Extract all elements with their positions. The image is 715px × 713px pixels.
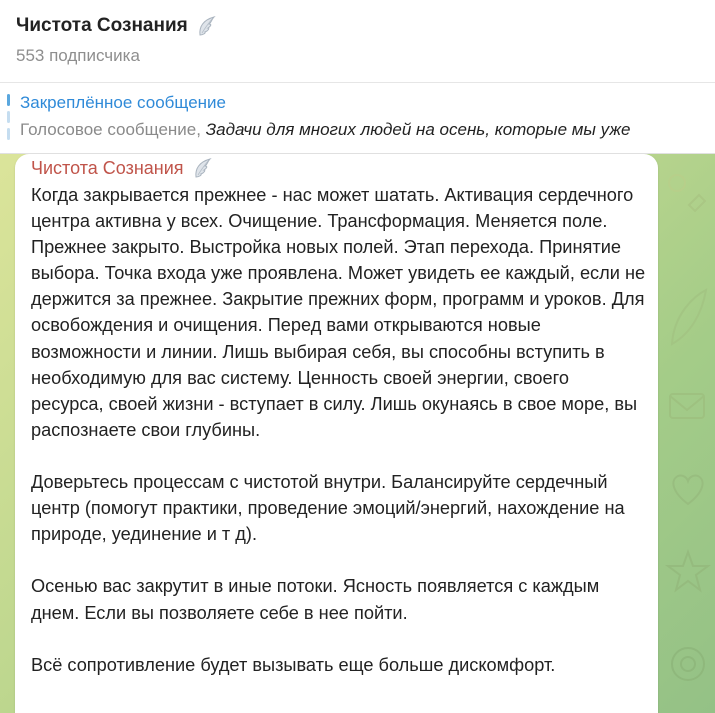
wallpaper-spiral-icon [664,634,712,704]
angel-wing-icon [193,157,213,179]
wallpaper-star-icon [664,544,712,614]
subscriber-count: 553 подписчика [16,46,140,65]
pinned-preview-line [20,120,630,140]
pinned-preview: Задачи для многих людей на осень, которые мы уже [205,120,631,139]
wallpaper-envelope-icon [664,384,712,444]
angel-wing-icon [197,15,217,37]
pinned-indicator [7,94,10,140]
message-sender-row [31,157,213,179]
channel-header[interactable] [0,0,715,83]
pinned-separator: , [196,120,206,139]
pinned-message-bar[interactable] [0,83,715,154]
pinned-title: Закреплённое сообщение [20,93,226,112]
wallpaper-heart-icon [664,454,712,524]
wallpaper-leaf-icon [664,284,712,354]
channel-title[interactable]: Чистота Сознания [16,15,188,36]
sender-name[interactable]: Чистота Сознания [31,157,184,178]
pinned-type: Голосовое сообщение [20,120,197,139]
message-bubble[interactable] [15,154,658,713]
message-text: Когда закрывается прежнее - нас может шатать. Активация сердечного центра активна у всех. Очищение. Трансформация. Меняется поле. Прежнее закрыто. Выстройка новых полей. Этап перехода. Принятие выбора. Точка входа уже проявлена. Может увидеть ее каждый, если не держится за прежнее. Закрытие прежних форм, программ и уроков. Для освобождения и очищения. Перед вами открываются новые возможности и линии. Лишь выбирая себя, вы способны вступить в необходимую для вас систему. Ценность своей энергии, своего ресурса, своей жизни - вступает в силу. Лишь окунаясь в свое море, вы распознаете свои глубины. Доверьтесь процессам с чистотой внутри. Балансируйте сердечный центр (помогут практики, проведение эмоций/энергий, нахождение на природе, уединение и т д). Осенью вас закрутит в иные потоки. Ясность появляется с каждым днем. Если вы позволяете себе в нее пойти. Всё сопротивление будет вызывать еще больше дискомфорт. [31,185,646,675]
chat-wallpaper [0,154,715,713]
wallpaper-doodles-icon [663,169,711,217]
